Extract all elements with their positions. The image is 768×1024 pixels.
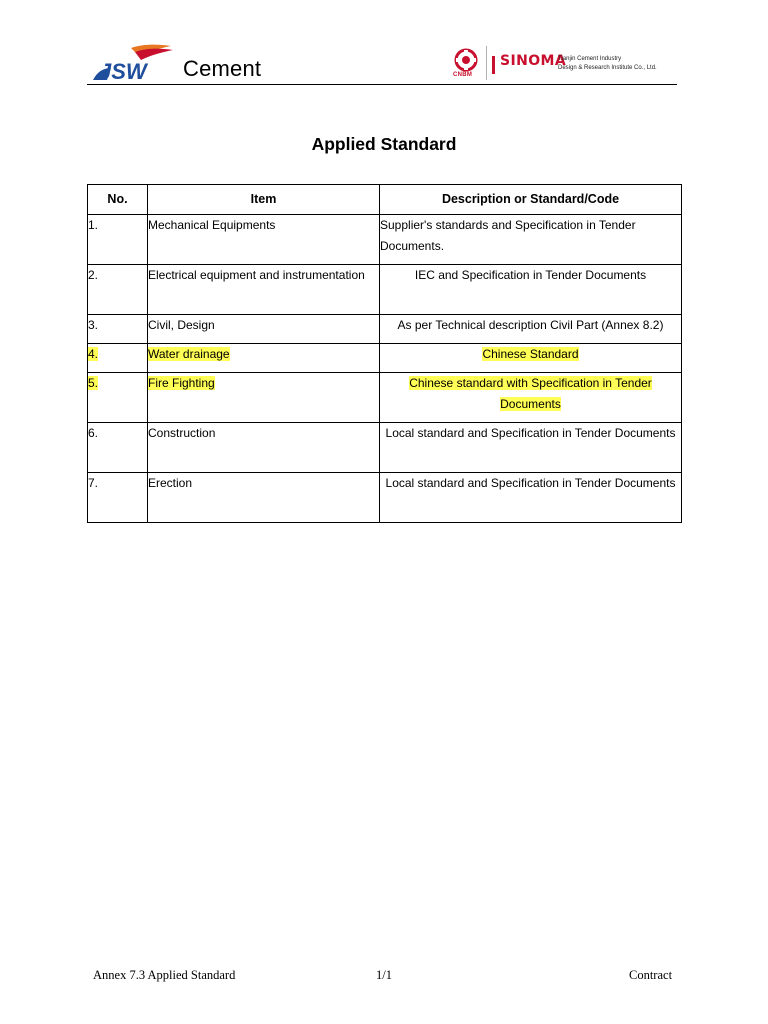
table-row — [88, 215, 682, 265]
row-no: 6. — [88, 426, 99, 440]
table-row — [88, 315, 682, 344]
row-desc: Supplier's standards and Specification in Tender Documents. — [380, 218, 636, 253]
jsw-brand-text: JSW — [99, 59, 147, 82]
row-no: 2. — [88, 268, 99, 282]
row-desc-cell — [380, 423, 682, 473]
row-item: Water drainage — [148, 347, 230, 361]
row-no: 5. — [88, 376, 99, 390]
row-item-cell — [148, 344, 380, 373]
row-item: Erection — [148, 476, 193, 490]
table-header-row — [88, 185, 682, 215]
row-item-cell — [148, 373, 380, 423]
row-no-cell — [88, 215, 148, 265]
table-row — [88, 473, 682, 523]
jsw-logo — [91, 42, 181, 82]
row-no: 4. — [88, 347, 99, 361]
row-no-cell — [88, 265, 148, 315]
jsw-product-name: Cement — [183, 56, 262, 81]
row-desc-cell — [380, 265, 682, 315]
row-item: Fire Fighting — [148, 376, 215, 390]
footer-contract: Contract — [629, 968, 673, 982]
table-row — [88, 423, 682, 473]
row-desc: As per Technical description Civil Part (Annex 8.2) — [397, 318, 664, 332]
row-item-cell — [148, 423, 380, 473]
row-item-cell — [148, 215, 380, 265]
row-item-cell — [148, 315, 380, 344]
row-item: Electrical equipment and instrumentation — [148, 268, 365, 282]
row-desc: Chinese Standard — [482, 347, 579, 361]
row-desc-cell — [380, 344, 682, 373]
row-no: 3. — [88, 318, 99, 332]
row-no: 1. — [88, 218, 99, 232]
row-item: Civil, Design — [148, 318, 215, 332]
footer-page-number: 1/1 — [376, 968, 392, 982]
sinoma-mark-icon — [492, 56, 495, 74]
standards-table — [87, 184, 682, 523]
row-desc-cell — [380, 473, 682, 523]
footer-annex: Annex 7.3 Applied Standard — [93, 968, 236, 982]
table-row — [88, 265, 682, 315]
tcdri-line-2: Design & Research Institute Co., Ltd. — [558, 65, 657, 71]
table-row — [88, 373, 682, 423]
row-no-cell — [88, 344, 148, 373]
cnbm-label: CNBM — [453, 72, 473, 78]
row-desc-cell — [380, 315, 682, 344]
row-item-cell — [148, 265, 380, 315]
logo-divider — [486, 46, 487, 80]
row-item: Mechanical Equipments — [148, 218, 276, 232]
row-no-cell — [88, 373, 148, 423]
row-no: 7. — [88, 476, 99, 490]
page-title: Applied Standard — [311, 134, 457, 154]
header-item: Item — [148, 185, 380, 215]
row-no-cell — [88, 315, 148, 344]
row-desc-cell — [380, 215, 682, 265]
header-no: No. — [88, 185, 148, 215]
row-desc: Chinese standard with Specification in Tender Documents — [409, 376, 652, 411]
row-item-cell — [148, 473, 380, 523]
tcdri-line-1: Tianjin Cement Industry — [558, 56, 622, 62]
page-header — [87, 38, 677, 85]
row-desc-cell — [380, 373, 682, 423]
row-desc: IEC and Specification in Tender Documents — [414, 268, 647, 282]
header-description: Description or Standard/Code — [380, 185, 682, 215]
row-desc: Local standard and Specification in Tender Documents — [385, 426, 676, 440]
row-item: Construction — [148, 426, 216, 440]
row-no-cell — [88, 423, 148, 473]
row-desc: Local standard and Specification in Tender Documents — [385, 476, 676, 490]
tcdri-name — [558, 55, 657, 73]
row-no-cell — [88, 473, 148, 523]
table-row — [88, 344, 682, 373]
sinoma-logo-text: SINOMA — [500, 53, 567, 69]
